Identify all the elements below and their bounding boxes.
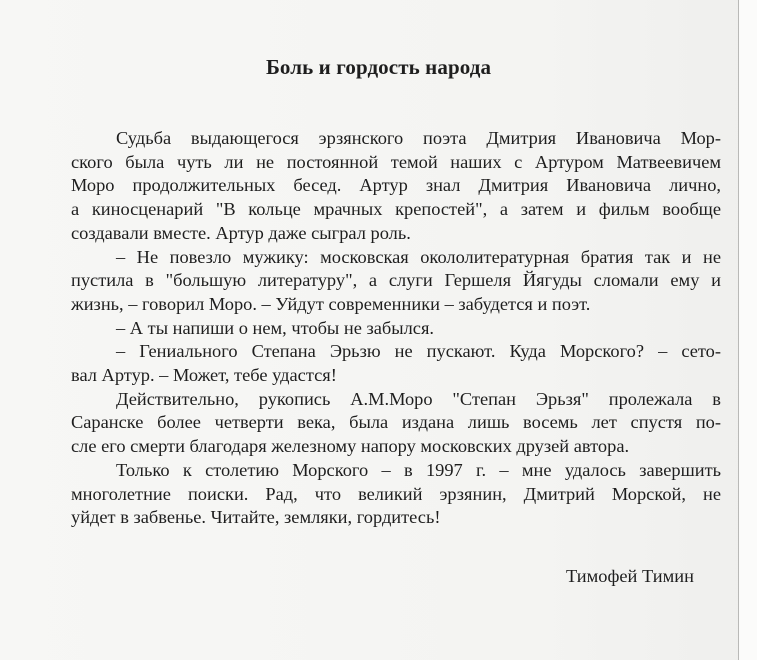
text-line: Саранске более четверти века, была издана лишь восемь лет спустя по- — [71, 412, 721, 433]
text-line: Моро продолжительных бесед. Артур знал Дмитрия Ивановича лично, — [71, 175, 721, 196]
text-line: многолетние поиски. Рад, что великий эрзянин, Дмитрий Морской, не — [71, 483, 721, 504]
article-body — [71, 127, 721, 530]
text-line: уйдет в забвенье. Читайте, земляки, гордитесь! — [71, 507, 441, 528]
text-line: – А ты напиши о нем, чтобы не забылся. — [116, 317, 435, 338]
text-line: ского была чуть ли не постоянной темой наших с Артуром Матвеевичем — [71, 151, 721, 172]
text-line: создавали вместе. Артур даже сыграл роль. — [71, 222, 411, 243]
text-line: Действительно, рукопись А.М.Моро "Степан Эрьзя" пролежала в — [116, 388, 721, 409]
text-line: пустила в "большую литературу", а слуги Гершеля Йягуды сломали ему и — [71, 270, 721, 291]
text-line: вал Артур. – Может, тебе удастся! — [71, 365, 337, 386]
article-title: Боль и гордость народа — [265, 55, 492, 79]
text-line: сле его смерти благодаря железному напору московских друзей автора. — [71, 436, 630, 457]
text-line: – Гениального Степана Эрьзю не пускают. Куда Морского? – сето- — [116, 341, 721, 362]
text-line: Только к столетию Морского – в 1997 г. – мне удалось завершить — [116, 459, 721, 480]
page-edge-strip — [739, 0, 757, 660]
author-signature: Тимофей Тимин — [566, 566, 694, 586]
text-line: жизнь, – говорил Моро. – Уйдут современники – забудется и поэт. — [71, 293, 591, 314]
text-line: а киносценарий "В кольце мрачных крепостей", а затем и фильм вообще — [71, 199, 721, 220]
text-line: – Не повезло мужику: московская окололитературная братия так и не — [116, 246, 721, 267]
text-line: Судьба выдающегося эрзянского поэта Дмитрия Ивановича Мор- — [116, 128, 721, 148]
page-edge-line — [738, 0, 739, 660]
